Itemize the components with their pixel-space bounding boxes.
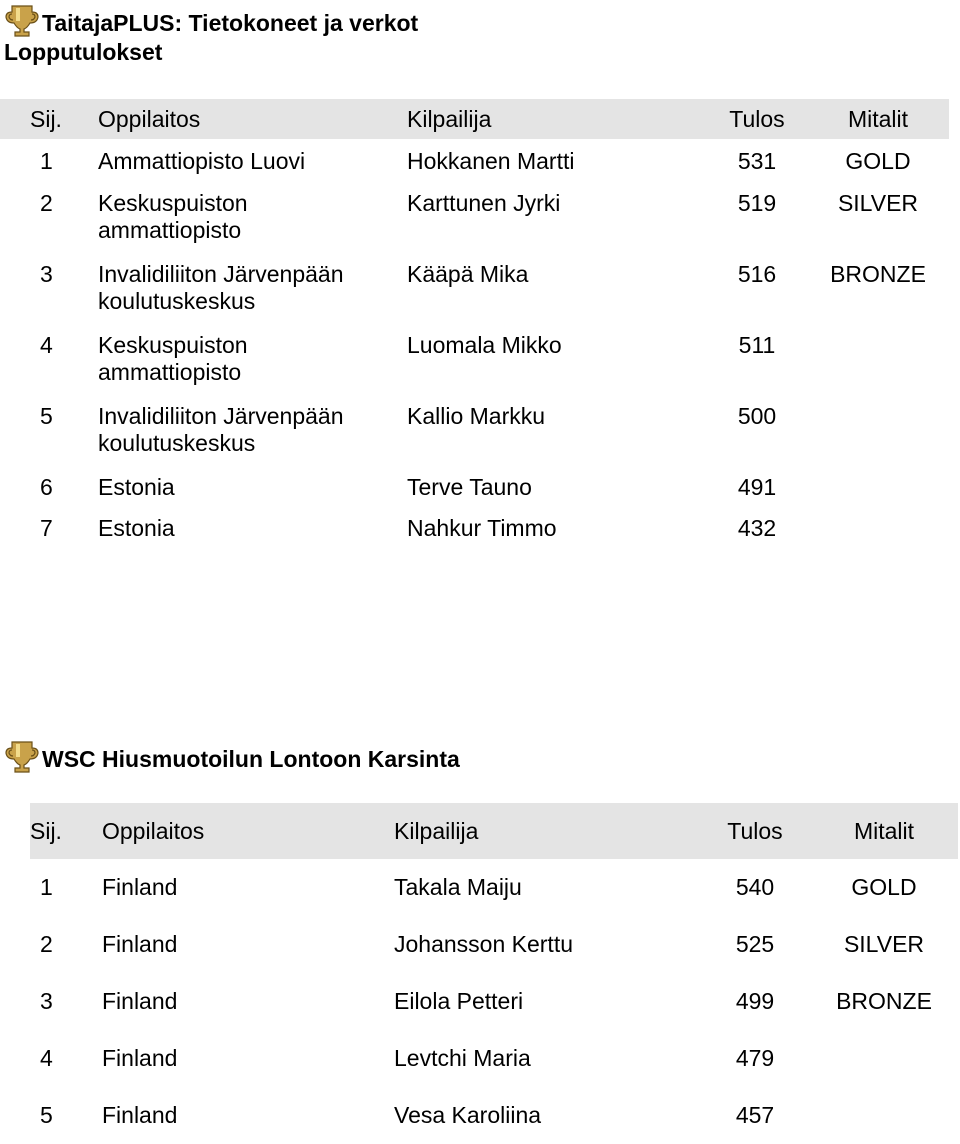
table-row <box>0 323 949 394</box>
competitor-cell: Karttunen Jyrki <box>407 190 561 216</box>
rank-cell: 3 <box>40 988 53 1014</box>
competitor-cell: Vesa Karoliina <box>394 1102 542 1128</box>
medal-cell <box>807 506 949 547</box>
section2-title: WSC Hiusmuotoilun Lontoon Karsinta <box>42 746 460 772</box>
table-row <box>30 973 958 1030</box>
header-medal: Mitalit <box>810 803 958 859</box>
school-cell: Finland <box>102 874 178 900</box>
rank-cell: 6 <box>40 474 53 500</box>
rank-cell: 2 <box>40 190 53 216</box>
school-cell: Finland <box>102 1045 178 1071</box>
school-cell: Invalidiliiton Järvenpään koulutuskeskus <box>98 403 344 456</box>
school-cell: Finland <box>102 931 178 957</box>
header-school: Oppilaitos <box>98 99 407 139</box>
header-school: Oppilaitos <box>102 803 394 859</box>
rank-cell: 1 <box>40 148 53 174</box>
medal-cell: BRONZE <box>830 261 926 287</box>
table-row <box>0 465 949 506</box>
competitor-cell: Eilola Petteri <box>394 988 524 1014</box>
medal-cell <box>810 1087 958 1144</box>
table-row <box>0 139 949 181</box>
medal-cell: GOLD <box>845 148 911 174</box>
section1-header <box>4 4 960 67</box>
table-row <box>30 916 958 973</box>
section2-header <box>4 740 960 774</box>
medal-cell <box>810 1030 958 1087</box>
section1-title-row <box>4 4 960 38</box>
competitor-cell: Kääpä Mika <box>407 261 529 287</box>
competitor-cell: Hokkanen Martti <box>407 148 575 174</box>
table-row <box>0 394 949 465</box>
school-cell: Estonia <box>98 515 175 541</box>
competitor-cell: Kallio Markku <box>407 403 546 429</box>
school-cell: Finland <box>102 1102 178 1128</box>
header-competitor: Kilpailija <box>394 803 700 859</box>
medal-cell: SILVER <box>843 931 925 957</box>
score-cell: 511 <box>738 332 776 358</box>
school-cell: Keskuspuiston ammattiopisto <box>98 190 248 243</box>
score-cell: 457 <box>735 1102 775 1128</box>
medal-cell <box>807 394 949 465</box>
header-medal: Mitalit <box>807 99 949 139</box>
competitor-cell: Terve Tauno <box>407 474 532 500</box>
header-rank: Sij. <box>0 99 98 139</box>
trophy-icon <box>4 740 40 774</box>
medal-cell: BRONZE <box>836 988 932 1014</box>
section1-subtitle: Lopputulokset <box>4 39 163 65</box>
table-header-row <box>0 99 949 139</box>
rank-cell: 2 <box>40 931 53 957</box>
score-cell: 500 <box>737 403 777 429</box>
competitor-cell: Luomala Mikko <box>407 332 562 358</box>
trophy-icon <box>4 4 40 38</box>
rank-cell: 5 <box>40 403 53 429</box>
table-row <box>30 1087 958 1144</box>
score-cell: 531 <box>737 148 777 174</box>
rank-cell: 1 <box>40 874 53 900</box>
score-cell: 516 <box>737 261 777 287</box>
score-cell: 519 <box>737 190 777 216</box>
competitor-cell: Levtchi Maria <box>394 1045 531 1071</box>
rank-cell: 4 <box>40 332 53 358</box>
rank-cell: 4 <box>40 1045 53 1071</box>
section1-title: TaitajaPLUS: Tietokoneet ja verkot <box>42 10 419 36</box>
table-row <box>0 181 949 252</box>
table-row <box>0 252 949 323</box>
school-cell: Ammattiopisto Luovi <box>98 148 306 174</box>
header-score: Tulos <box>700 803 810 859</box>
score-cell: 525 <box>735 931 775 957</box>
score-cell: 540 <box>735 874 775 900</box>
medal-cell: GOLD <box>851 874 917 900</box>
school-cell: Invalidiliiton Järvenpään koulutuskeskus <box>98 261 344 314</box>
medal-cell <box>807 323 949 394</box>
table-row <box>0 506 949 547</box>
table-header-row <box>30 803 958 859</box>
rank-cell: 7 <box>40 515 53 541</box>
header-competitor: Kilpailija <box>407 99 707 139</box>
medal-cell <box>807 465 949 506</box>
header-rank: Sij. <box>30 803 102 859</box>
rank-cell: 5 <box>40 1102 53 1128</box>
competitor-cell: Nahkur Timmo <box>407 515 557 541</box>
medal-cell: SILVER <box>837 190 919 216</box>
competitor-cell: Johansson Kerttu <box>394 931 574 957</box>
results-table-2 <box>30 803 958 1144</box>
score-cell: 479 <box>735 1045 775 1071</box>
school-cell: Finland <box>102 988 178 1014</box>
rank-cell: 3 <box>40 261 53 287</box>
score-cell: 491 <box>737 474 777 500</box>
score-cell: 499 <box>735 988 775 1014</box>
table-row <box>30 859 958 916</box>
table-row <box>30 1030 958 1087</box>
competitor-cell: Takala Maiju <box>394 874 522 900</box>
score-cell: 432 <box>737 515 777 541</box>
section2-title-row <box>4 740 960 774</box>
school-cell: Keskuspuiston ammattiopisto <box>98 332 248 385</box>
results-table-1 <box>0 99 949 547</box>
school-cell: Estonia <box>98 474 175 500</box>
header-score: Tulos <box>707 99 807 139</box>
